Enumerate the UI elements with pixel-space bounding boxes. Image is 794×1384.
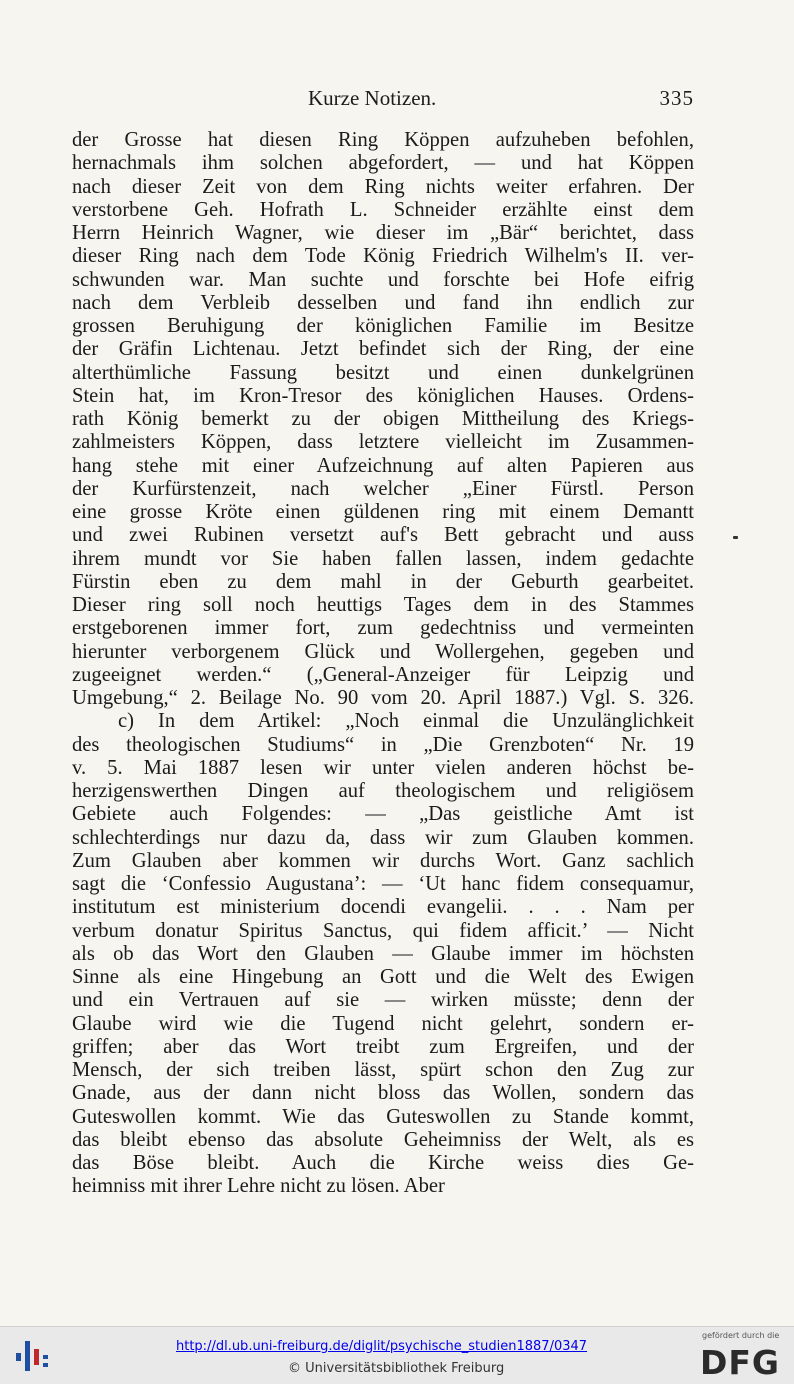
text-line: erstgeborenen immer fort, zum gedechtniss und vermeinten — [72, 617, 694, 640]
text-line: schlechterdings nur dazu da, dass wir zum Glauben kommen. — [72, 826, 694, 849]
text-line: ihrem mundt vor Sie haben fallen lassen, indem gedachte — [72, 547, 694, 570]
text-line: verbum donatur Spiritus Sanctus, qui fidem afficit.’ — Nicht — [72, 919, 694, 942]
text-line: Zum Glauben aber kommen wir durchs Wort. Ganz sachlich — [72, 849, 694, 872]
copyright-notice: © Universitätsbibliothek Freiburg — [288, 1361, 505, 1376]
text-line: verstorbene Geh. Hofrath L. Schneider erzählte einst dem — [72, 198, 694, 221]
text-line: Mensch, der sich treiben lässt, spürt schon den Zug zur — [72, 1059, 694, 1081]
dfg-logo — [700, 1331, 786, 1381]
text-line: der Grosse hat diesen Ring Köppen aufzuheben befohlen, — [72, 129, 694, 151]
text-line: Sinne als eine Hingebung an Gott und die Welt des Ewigen — [72, 966, 694, 988]
text-line: hernachmals ihm solchen abgefordert, — und hat Köppen — [72, 152, 694, 175]
text-line: nach dem Verbleib desselben und fand ihn endlich zur — [72, 291, 694, 314]
text-line: grossen Beruhigung der königlichen Familie im Besitze — [72, 315, 694, 337]
text-line: zugeeignet werden.“ („General-Anzeiger für Leipzig und — [72, 663, 694, 686]
text-line: sagt die ‘Confessio Augustana’: — ‘Ut hanc fidem consequamur, — [72, 873, 694, 895]
text-line: institutum est ministerium docendi evangelii. . . . Nam per — [72, 896, 694, 919]
text-line: herzigenswerthen Dingen auf theologischem und religiösem — [72, 780, 694, 802]
ub-freiburg-logo-icon — [14, 1337, 54, 1375]
running-header — [72, 86, 694, 116]
text-line: des theologischen Studiums“ in „Die Grenzboten“ Nr. 19 — [72, 733, 694, 756]
text-line: und ein Vertrauen auf sie — wirken müsste; denn der — [72, 989, 694, 1012]
text-line: Gnade, aus der dann nicht bloss das Wollen, sondern das — [72, 1082, 694, 1105]
text-line: der Gräfin Lichtenau. Jetzt befindet sich der Ring, der eine — [72, 338, 694, 361]
text-line: zahlmeisters Köppen, dass letztere vielleicht im Zusammen- — [72, 431, 694, 454]
text-line: Dieser ring soll noch heuttigs Tages dem in des Stammes — [72, 594, 694, 616]
text-line: Fürstin eben zu dem mahl in der Geburth gearbeitet. — [72, 570, 694, 593]
text-line: hierunter verborgenem Glück und Wollergehen, gegeben und — [72, 640, 694, 663]
text-line: nach dieser Zeit von dem Ring nichts weiter erfahren. Der — [72, 175, 694, 198]
print-speck — [733, 536, 738, 539]
text-line: griffen; aber das Wort treibt zum Ergreifen, und der — [72, 1035, 694, 1058]
text-line: Umgebung,“ 2. Beilage No. 90 vom 20. April 1887.) Vgl. S. 326. — [72, 687, 694, 709]
dfg-logo-icon: DFG — [700, 1343, 781, 1382]
funding-note: gefördert durch die — [702, 1331, 780, 1340]
text-line: dieser Ring nach dem Tode König Friedrich Wilhelm's II. ver- — [72, 245, 694, 268]
text-line: das Böse bleibt. Auch die Kirche weiss dies Ge- — [72, 1152, 694, 1174]
running-title: Kurze Notizen. — [308, 86, 437, 110]
text-line: Stein hat, im Kron-Tresor des königlichen Hauses. Ordens- — [72, 384, 694, 407]
text-line: der Kurfürstenzeit, nach welcher „Einer Fürstl. Person — [72, 477, 694, 500]
permalink-url[interactable]: http://dl.ub.uni-freiburg.de/diglit/psychische_studien1887/0347 — [176, 1339, 588, 1354]
text-line: heimniss mit ihrer Lehre nicht zu lösen. Aber — [72, 1175, 445, 1198]
body-text — [72, 129, 694, 1199]
text-line: und zwei Rubinen versetzt auf's Bett gebracht und auss — [72, 524, 694, 547]
text-line: hang stehe mit einer Aufzeichnung auf alten Papieren aus — [72, 454, 694, 477]
text-line: Gebiete auch Folgendes: — „Das geistliche Amt ist — [72, 803, 694, 826]
text-line: Glaube wird wie die Tugend nicht gelehrt, sondern er- — [72, 1012, 694, 1035]
viewer-footer — [0, 1326, 794, 1384]
text-line: rath König bemerkt zu der obigen Mittheilung des Kriegs- — [72, 408, 694, 430]
text-line: Herrn Heinrich Wagner, wie dieser im „Bär“ berichtet, dass — [72, 222, 694, 244]
text-line: v. 5. Mai 1887 lesen wir unter vielen anderen höchst be- — [72, 756, 694, 779]
text-line: c) In dem Artikel: „Noch einmal die Unzulänglichkeit — [118, 710, 694, 733]
text-line: alterthümliche Fassung besitzt und einen dunkelgrünen — [72, 361, 694, 384]
text-line: als ob das Wort den Glauben — Glaube immer im höchsten — [72, 942, 694, 965]
text-line: das bleibt ebenso das absolute Geheimniss der Welt, als es — [72, 1128, 694, 1151]
page-number: 335 — [659, 86, 694, 110]
text-line: Guteswollen kommt. Wie das Guteswollen zu Stande kommt, — [72, 1105, 694, 1128]
text-line: schwunden war. Man suchte und forschte bei Hofe eifrig — [72, 268, 694, 291]
text-line: eine grosse Kröte einen güldenen ring mit einem Demantt — [72, 501, 694, 523]
